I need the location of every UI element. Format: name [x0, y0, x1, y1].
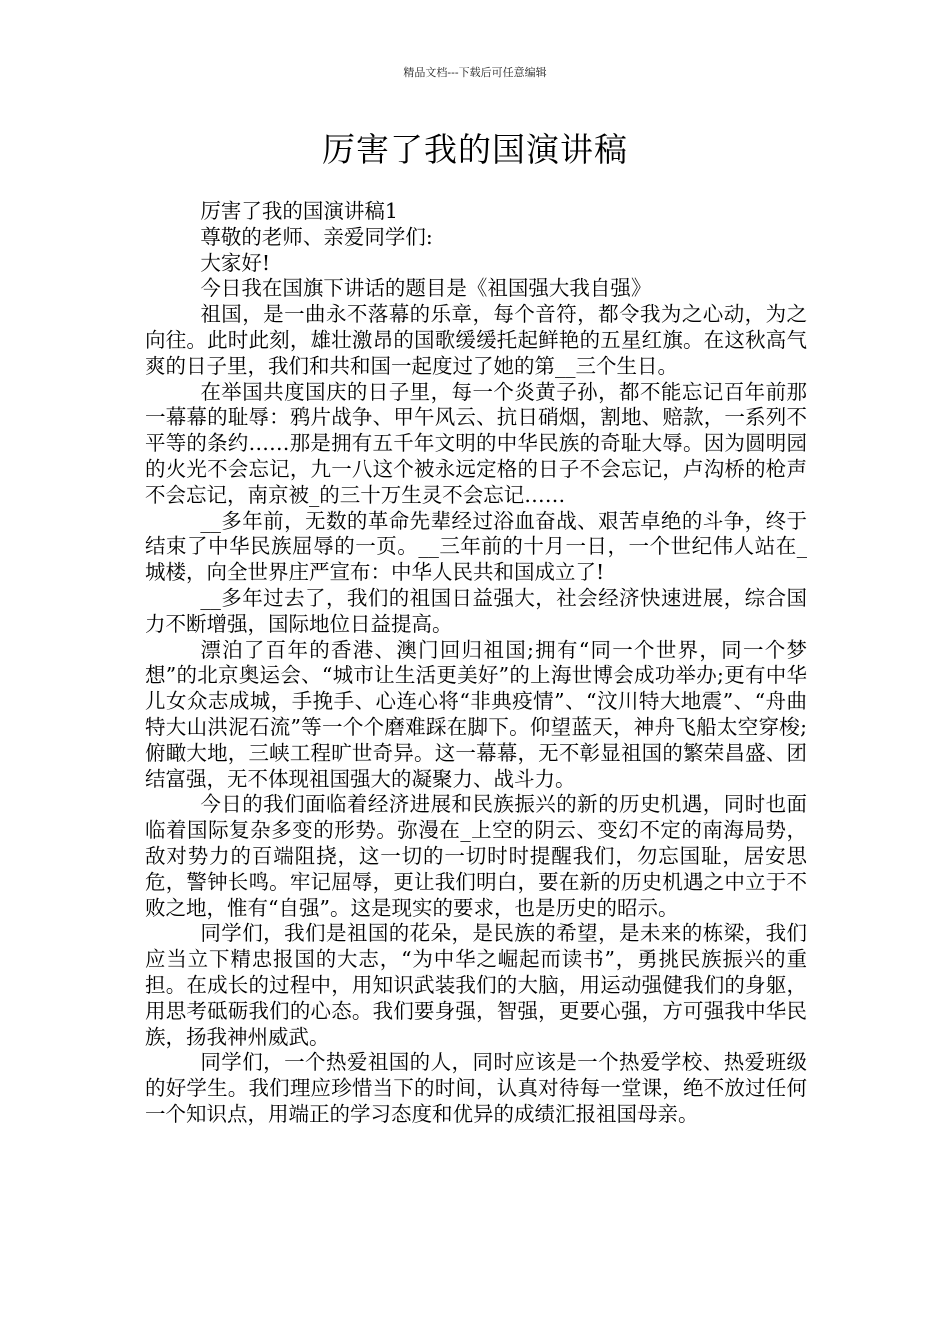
- paragraph-topic: 今日我在国旗下讲话的题目是《祖国强大我自强》: [200, 276, 652, 301]
- header-note: 精品文档---下载后可任意编辑: [403, 66, 547, 79]
- paragraph-salutation: 尊敬的老师、亲爱同学们:: [200, 224, 433, 249]
- paragraph-subtitle: 厉害了我的国演讲稿1: [200, 199, 398, 223]
- document-title: 厉害了我的国演讲稿: [322, 130, 628, 169]
- body-paragraph: 同学们，一个热爱祖国的人，同时应该是一个热爱学校、热爱班级的好学生。我们理应珍惜当下的时间，认真对待每一堂课，绝不放过任何一个知识点，用端正的学习态度和优异的成绩汇报祖国母亲。: [145, 1050, 807, 1126]
- body-paragraph: 祖国，是一曲永不落幕的乐章，每个音符，都令我为之心动，为之向往。此时此刻，雄壮激昂的国歌缓缓托起鲜艳的五星红旗。在这秋高气爽的日子里，我们和共和国一起度过了她的第__三个生日。: [145, 302, 807, 378]
- document-body: [145, 199, 807, 1128]
- body-paragraph: 漂泊了百年的香港、澳门回归祖国;拥有“同一个世界，同一个梦想”的北京奥运会、“城市让生活更美好”的上海世博会成功举办;更有中华儿女众志成城，手挽手、心连心将“非典疫情”、“汶川特大地震”、“舟曲特大山洪泥石流”等一个个磨难踩在脚下。仰望蓝天，神舟飞船太空穿梭;俯瞰大地，三峡工程旷世奇异。这一幕幕，无不彰显祖国的繁荣昌盛、团结富强，无不体现祖国强大的凝聚力、战斗力。: [145, 637, 807, 791]
- body-paragraph: 在举国共度国庆的日子里，每一个炎黄子孙，都不能忘记百年前那一幕幕的耻辱：鸦片战争、甲午风云、抗日硝烟，割地、赔款，一系列不平等的条约……那是拥有五千年文明的中华民族的奇耻大辱。因为圆明园的火光不会忘记，九一八这个被永远定格的日子不会忘记，卢沟桥的枪声不会忘记，南京被_的三十万生灵不会忘记……: [145, 379, 807, 507]
- body-paragraph: 同学们，我们是祖国的花朵，是民族的希望，是未来的栋梁，我们应当立下精忠报国的大志，“为中华之崛起而读书”，勇挑民族振兴的重担。在成长的过程中，用知识武装我们的大脑，用运动强健我们的身躯，用思考砥砺我们的心态。我们要身强，智强，更要心强，方可强我中华民族，扬我神州威武。: [145, 921, 807, 1049]
- body-paragraph: __多年过去了，我们的祖国日益强大，社会经济快速进展，综合国力不断增强，国际地位日益提高。: [145, 585, 807, 636]
- paragraph-greeting: 大家好!: [200, 250, 271, 275]
- body-paragraph: __多年前，无数的革命先辈经过浴血奋战、艰苦卓绝的斗争，终于结束了中华民族屈辱的一页。__三年前的十月一日，一个世纪伟人站在_城楼，向全世界庄严宣布：中华人民共和国成立了!: [145, 508, 807, 585]
- body-paragraph: 今日的我们面临着经济进展和民族振兴的新的历史机遇，同时也面临着国际复杂多变的形势。弥漫在_上空的阴云、变幻不定的南海局势，敌对势力的百端阻挠，这一切的一切时时提醒我们，勿忘国耻，居安思危，警钟长鸣。牢记屈辱，更让我们明白，要在新的历史机遇之中立于不败之地，惟有“自强”。这是现实的要求，也是历史的昭示。: [145, 792, 807, 920]
